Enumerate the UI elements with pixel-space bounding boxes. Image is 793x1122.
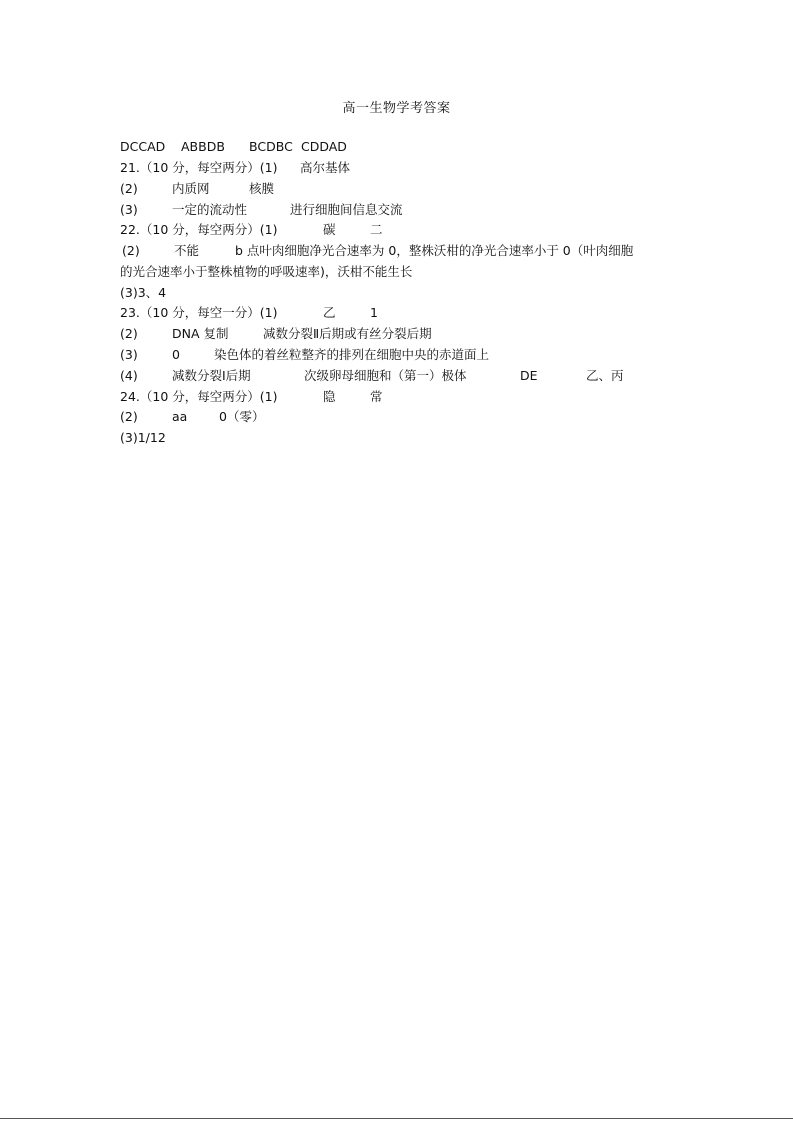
q22-heading: 22.（10 分，每空两分）(1) <box>120 222 278 237</box>
q23-part-3-label: (3) <box>120 347 138 362</box>
q23-part-3-answer-b: 染色体的着丝粒整齐的排列在细胞中央的赤道面上 <box>214 347 490 362</box>
q23-heading: 23.（10 分，每空一分）(1) <box>120 305 278 320</box>
q22-answer-2: 二 <box>370 222 383 237</box>
q23-answer-2: 1 <box>370 305 378 320</box>
q22-answer-1: 碳 <box>323 222 336 237</box>
q24-heading: 24.（10 分，每空两分）(1) <box>120 389 278 404</box>
q22-part-2-answer-b: b 点叶肉细胞净光合速率为 0，整株沃柑的净光合速率小于 0（叶肉细胞 <box>235 243 634 258</box>
q21-part-3-answer-b: 进行细胞间信息交流 <box>290 202 403 217</box>
q22-part-2-answer-c: 的光合速率小于整株植物的呼吸速率)，沃柑不能生长 <box>120 264 413 279</box>
q23-part-2-answer-b: 减数分裂Ⅱ后期或有丝分裂后期 <box>263 326 432 341</box>
q21-part-3-answer-a: 一定的流动性 <box>172 202 248 217</box>
q23-part-2-answer-a: DNA 复制 <box>172 326 229 341</box>
choice-group-4: CDDAD <box>301 139 347 154</box>
q24-part-3: (3)1/12 <box>120 430 166 445</box>
choice-group-3: BCDBC <box>249 139 293 154</box>
q22-part-3: (3)3、4 <box>120 285 167 300</box>
q21-answer-1: 高尔基体 <box>300 160 351 175</box>
q21-part-2-answer-a: 内质网 <box>172 181 210 196</box>
q23-part-4-answer-a: 减数分裂Ⅰ后期 <box>172 368 251 383</box>
q23-answer-1: 乙 <box>323 305 336 320</box>
q22-part-2-answer-a: 不能 <box>174 243 200 258</box>
choice-group-2: ABBDB <box>181 139 225 154</box>
q23-part-4-answer-b: 次级卵母细胞和（第一）极体 <box>304 368 467 383</box>
q21-heading: 21.（10 分，每空两分）(1) <box>120 160 278 175</box>
q24-part-2-answer-b: 0（零） <box>219 409 265 424</box>
q23-part-2-label: (2) <box>120 326 138 341</box>
q23-part-4-label: (4) <box>120 368 138 383</box>
q22-part-2-label: (2) <box>122 243 140 258</box>
q21-part-2-answer-b: 核膜 <box>249 181 275 196</box>
page-bottom-rule <box>0 1118 793 1119</box>
q24-answer-1: 隐 <box>323 389 336 404</box>
q21-part-2-label: (2) <box>120 181 138 196</box>
q23-part-4-answer-c: DE <box>520 368 538 383</box>
q21-part-3-label: (3) <box>120 202 138 217</box>
page-title: 高一生物学考答案 <box>342 101 451 116</box>
q24-part-2-label: (2) <box>120 409 138 424</box>
choice-group-1: DCCAD <box>120 139 166 154</box>
q24-answer-2: 常 <box>370 389 383 404</box>
q24-part-2-answer-a: aa <box>172 409 188 424</box>
q23-part-4-answer-d: 乙、丙 <box>586 368 624 383</box>
q23-part-3-answer-a: 0 <box>172 347 180 362</box>
